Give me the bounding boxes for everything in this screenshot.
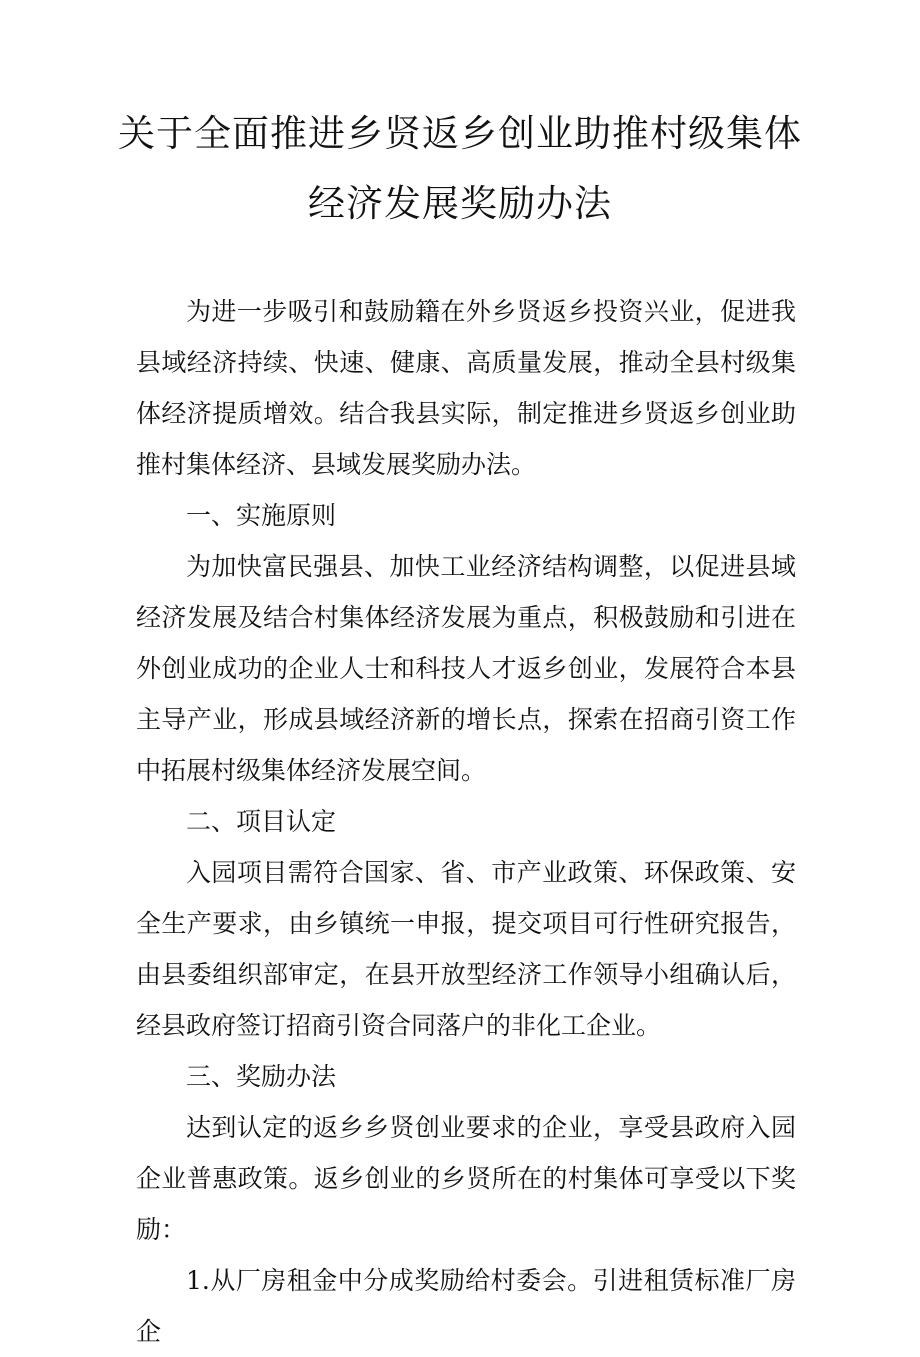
section-heading-principles: 一、实施原则 bbox=[186, 501, 337, 530]
intro-paragraph: 为进一步吸引和鼓励籍在外乡贤返乡投资兴业，促进我县域经济持续、快速、健康、高质量发展，推动全县村级集体经济提质增效。结合我县实际，制定推进乡贤返乡创业助推村集体经济、县域发展奖励办法。 bbox=[136, 297, 796, 479]
document-title-line-1: 关于全面推进乡贤返乡创业助推村级集体 bbox=[118, 112, 802, 155]
list-item-reward-1: 1.从厂房租金中分成奖励给村委会。引进租赁标准厂房企 bbox=[136, 1266, 796, 1346]
section-paragraph-project-approval: 入园项目需符合国家、省、市产业政策、环保政策、安全生产要求，由乡镇统一申报，提交项目可行性研究报告，由县委组织部审定，在县开放型经济工作领导小组确认后，经县政府签订招商引资合同落户的非化工企业。 bbox=[136, 858, 796, 1040]
section-paragraph-reward-methods: 达到认定的返乡乡贤创业要求的企业，享受县政府入园企业普惠政策。返乡创业的乡贤所在的村集体可享受以下奖励： bbox=[136, 1113, 796, 1244]
section-paragraph-principles: 为加快富民强县、加快工业经济结构调整，以促进县域经济发展及结合村集体经济发展为重点，积极鼓励和引进在外创业成功的企业人士和科技人才返乡创业，发展符合本县主导产业，形成县域经济新的增长点，探索在招商引资工作中拓展村级集体经济发展空间。 bbox=[136, 552, 796, 785]
section-heading-project-approval: 二、项目认定 bbox=[186, 807, 337, 836]
section-heading-reward-methods: 三、奖励办法 bbox=[186, 1062, 337, 1091]
document-title-line-2: 经济发展奖励办法 bbox=[308, 182, 612, 225]
document-body bbox=[136, 286, 796, 1357]
